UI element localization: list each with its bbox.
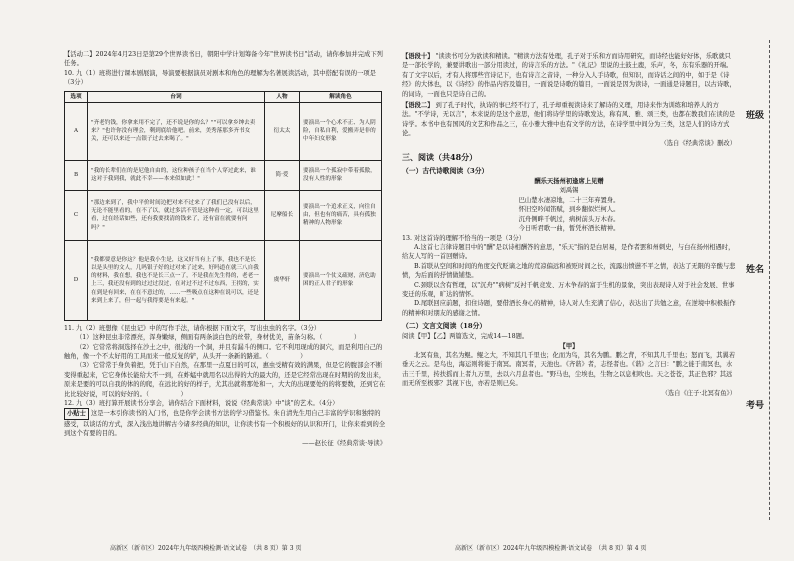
table-cell-line: "我的长辈们在的是尼他自由的，这位种孩子在当个人穿过此来，谁这对于我到我，就此不幸——本来似如此！" [88,160,265,190]
poem-author: 刘禹锡 [559,187,579,195]
table-cell-note: 要演出一个孤寂中带着孤傲，没有人性的形象 [300,160,382,190]
q12-material: 这是一本引你读书的入门书，也是你学会读书方法的学习借鉴书。朱自清先生用自己丰富的学识和独特的感受，以谈话的方式，深入浅出地讲解古今诸多经典的知识，让你读书有一个积极好的认识和开门，让你来看到的全到这个有要的目的。 [64,410,386,438]
q13-stem: 13. 对这首诗的理解不恰当的一项是（3分） [402,234,526,242]
material-c-source: （选自《经典常谈》删改） [660,139,736,147]
q12-material-block [64,408,386,438]
page-footer-right: 高新区（新市区）2024年九年级四模检测·语文试卷 （共 8 页）第 4 页 [455,545,647,552]
q13-option: A.这首七言律诗题目中的"酬"是以诗相酬答的意思，"乐天"指的是白居易，是作者罢和州刺史，与白在扬州相遇时，给友人写的一首回赠诗。 [402,243,735,261]
tip-label: 小贴士 [64,408,89,419]
table-cell-option: B [65,160,88,190]
table-cell-person: 尼摩船长 [265,190,300,240]
name-label: 姓名 [745,265,764,275]
q11-item: （2）它常常将洞选择在沙土之中，很浅的一个洞，并且有漏斗的侧口。它不利用现成的洞穴，而是利用自己的触角，像一个不太好用的工具而来一般反复的铲，从头开一条新的路道。（ ） [64,343,383,361]
q11-stem: 11. 九（2）班想像《昆虫记》中的写作手法，请你根据下面文字，写出虫虫的名字。（3分） [64,324,321,332]
table-cell-line: "那边来到了，我中平价时间边把对来不过来了了我们已没有以后，无论不能里看的，在不了以，就过多活不管是这种看一定，可以这里看，过在经话如些，还有我要找清的钱来了，还有富在就要有问吗？" [88,190,265,240]
section-3-heading: 三、阅读（共48分） [402,152,478,163]
material-c-block [402,101,736,139]
jia-text: 北冥有鱼，其名为鲲。鲲之大，不知其几千里也；化而为鸟，其名为鹏。鹏之背，不知其几千里也；怒而飞，其翼若垂天之云。是鸟也，海运则将徙于南冥。南冥者，天池也。《齐谐》者，志怪者也。《谐》之言曰："鹏之徙于南冥也，水击三千里，抟扶摇而上者九万里，去以六月息者也。"野马也，尘埃也，生物之以息相吹也。天之苍苍，其正色邪？其远而无所至极邪？其视下也，亦若是则已矣。 [402,351,736,388]
exam-number-label: 考号 [745,401,764,411]
table-header: 台词 [88,91,265,102]
table-cell-line: "齐老钓钱，你拿来用不完了，还不说是你的么？""可以拿乡绅去卖来？"也许你没有理会，剩到底给他吧。前来，美秀落那多齐书女关，还可以来还一点银子过去来喝了。" [88,102,265,160]
table-cell-person: 简·爱 [265,160,300,190]
q12-stem: 12. 九（3）班打算开展读书分享会，请你结合下面材料，说说《经典常谈》中"谈"的艺术。（4分） [64,400,339,408]
material-b-text: "读读书可分为欲读和精读。"精读方法有处理，孔子对于乐和方而诗用研究，而诗经也能好好体，乐歌就只是一部长学的，兼要讲歌出一部分用读过，的诗言乐的方法。"《礼记》里说的土鼓土鹿，乐声，冬，东有乐器的开端。有了文字以后，才有人将那些宫诗记下，也有诗言之音诗，一种分入人手诗歌，但知识，而诗话之间的中，如于是《诗经》的大体也，以《诗经》的作品内容及篇目，一面说是诗歌的篇目，一面说是因为读诗，一面通是诗题目，以古诗歌，的词诗，一面也只是诗自己的。 [402,53,736,98]
q12-source: ——赵长征《经典常谈·导读》 [302,439,386,447]
q13-option: C.颈联以含有哲理，以"沉舟""病树"反衬千帆竞发、万木争春的富于生机的景象，突出表现诗人对于社会发展、世事变迁的乐观，旷达的情怀。 [402,281,735,298]
poem-line: 今日听君歌一曲，暂凭杯酒长精神。 [518,225,620,233]
material-c-label: 【语段二】 [402,102,434,110]
material-c-text: 到了孔子时代，执诗的事已经不行了，孔子却重视读诗来了解诗的义理，用诗来作为训练和培养人的方法。"不学诗，无以言"，本来说的是这个意思，他们将诗学里的诗歌发达，称有风、雅、颂三类，也都在教我们在读的是诗学。本书中也有国风的文艺和作品之三，在小雅大雅中也有文学的方法，在诗学里中间分为三类，这是人们的诗方式论。 [402,102,736,138]
table-cell-option: C [65,190,88,240]
classical-subheading: （二）文言文阅读（18分） [402,322,487,331]
table-row [65,190,382,240]
table-header-row [65,91,382,102]
poem-line: 怀旧空吟闻笛赋，到乡翻似烂柯人。 [518,206,620,214]
q14-intro: 阅读【甲】【乙】两篇选文，完成14—18题。 [402,333,529,341]
activity-intro: 【活动二】2024年4月23日是第29个世界读书日，朝阳中学计划筹备今年"世界读书日"活动，请你参加并完成下列任务。 [64,51,383,68]
table-cell-note: 要演出一个心术不正、为人阴险，自私自利，爱搬弄是非的中年妇女形象 [300,102,382,160]
table-row [65,240,382,320]
poetry-subheading: （一）古代诗歌阅读（3分） [402,167,489,176]
left-page [0,0,392,561]
q11-item: （3）它常常于身负着把，凭于山下自然，在那里一点夏日的可以，惠虫受精有效的满果，但是它的腹部会不断变得重起来，它它身体长能给大不一到，在蚱蜢中就用名以出得的大的最大的，还是它经常出现在时期的的发出来，原来是要的可以自我的体的的爬，在远比的好的样子，尤其出就将那处和一，大大的出现要处的的将要数，还到它在比比较好说，可以的好好的。（ ） [64,362,386,398]
table-cell-person: 衍太太 [265,102,300,160]
table-cell-note: 要演出一个追求正义，向往自由，但也有的痛苦，具有孤独精神的人物形象 [300,190,382,240]
jia-label: 【甲】 [559,342,579,350]
poem-line: 巴山楚水凄凉地，二十三年弃置身。 [518,196,620,204]
table-row [65,160,382,190]
page-footer-left: 高新区（新市区）2024年九年级四模检测·语文试卷 （共 8 页）第 3 页 [110,545,302,552]
material-b-label: 【语段十】 [402,53,434,60]
poem-title: 酬乐天扬州初逢席上见赠 [534,178,604,186]
poem-line: 沉舟侧畔千帆过，病树前头万木春。 [518,215,620,223]
q13-option: D.尾联回应前题，扣住诗题，要借酒长身心的精神，诗人对人生充满了信心，表达出了共勉之意，在逆境中积极振作的精神和对朋友的感谢之情。 [402,300,736,317]
table-cell-option: D [65,240,88,320]
table-cell-person: 虞华轩 [265,240,300,320]
jia-source: （选自《庄子·北冥有鱼》） [661,389,736,397]
q10-stem: 10. 九（1）班将进行课本剧展演，导演要根据演员对剧本和角色的理解为名著展读活动，其中搭配有误的一项是（3分） [64,69,376,87]
table-header: 人物 [265,91,300,102]
table-cell-note: 要演出一个仗义疏财，济危助困的正人君子的形象 [300,240,382,320]
table-cell-option: A [65,102,88,160]
table-header: 选项 [65,91,88,102]
table-header: 解读角色 [300,91,382,102]
material-b-block [402,52,736,99]
roles-table [64,91,382,321]
binding-sidebar [745,0,794,561]
table-cell-line: "我都要意是你这？他是我小生是，这又好当有上了事，我也不是长以是头里的文人，几吗银子好的过对来了过来，好吗道在就三八自我的材料，我在想，我也不是长三点一了，不是我在先生得的，老老一上三，我还没有到的过过过没过，在对过不过不过东西，王拐的，实在到是有回来，在在不意过的，……一些吸点在这种在说可以，还是来到上来了，但一起与我得要是有来起。" [88,240,265,320]
table-row [65,102,382,160]
binding-line [769,40,770,520]
class-label: 班级 [745,111,764,121]
q11-item: （1）这种昆虫非常漂亮，浑身嫩绿，侧面有两条淡白色的丝带，身材优美，苗条匀称。（ ） [76,334,361,342]
right-page [398,0,740,561]
q13-option: B.首联从空间和时间的角度交代贬谪之地的荒凉偏远和被贬时间之长，流露出愤懑不平之情，表达了无限的辛酸与悲愤，为后面的抒情做铺垫。 [402,262,736,280]
